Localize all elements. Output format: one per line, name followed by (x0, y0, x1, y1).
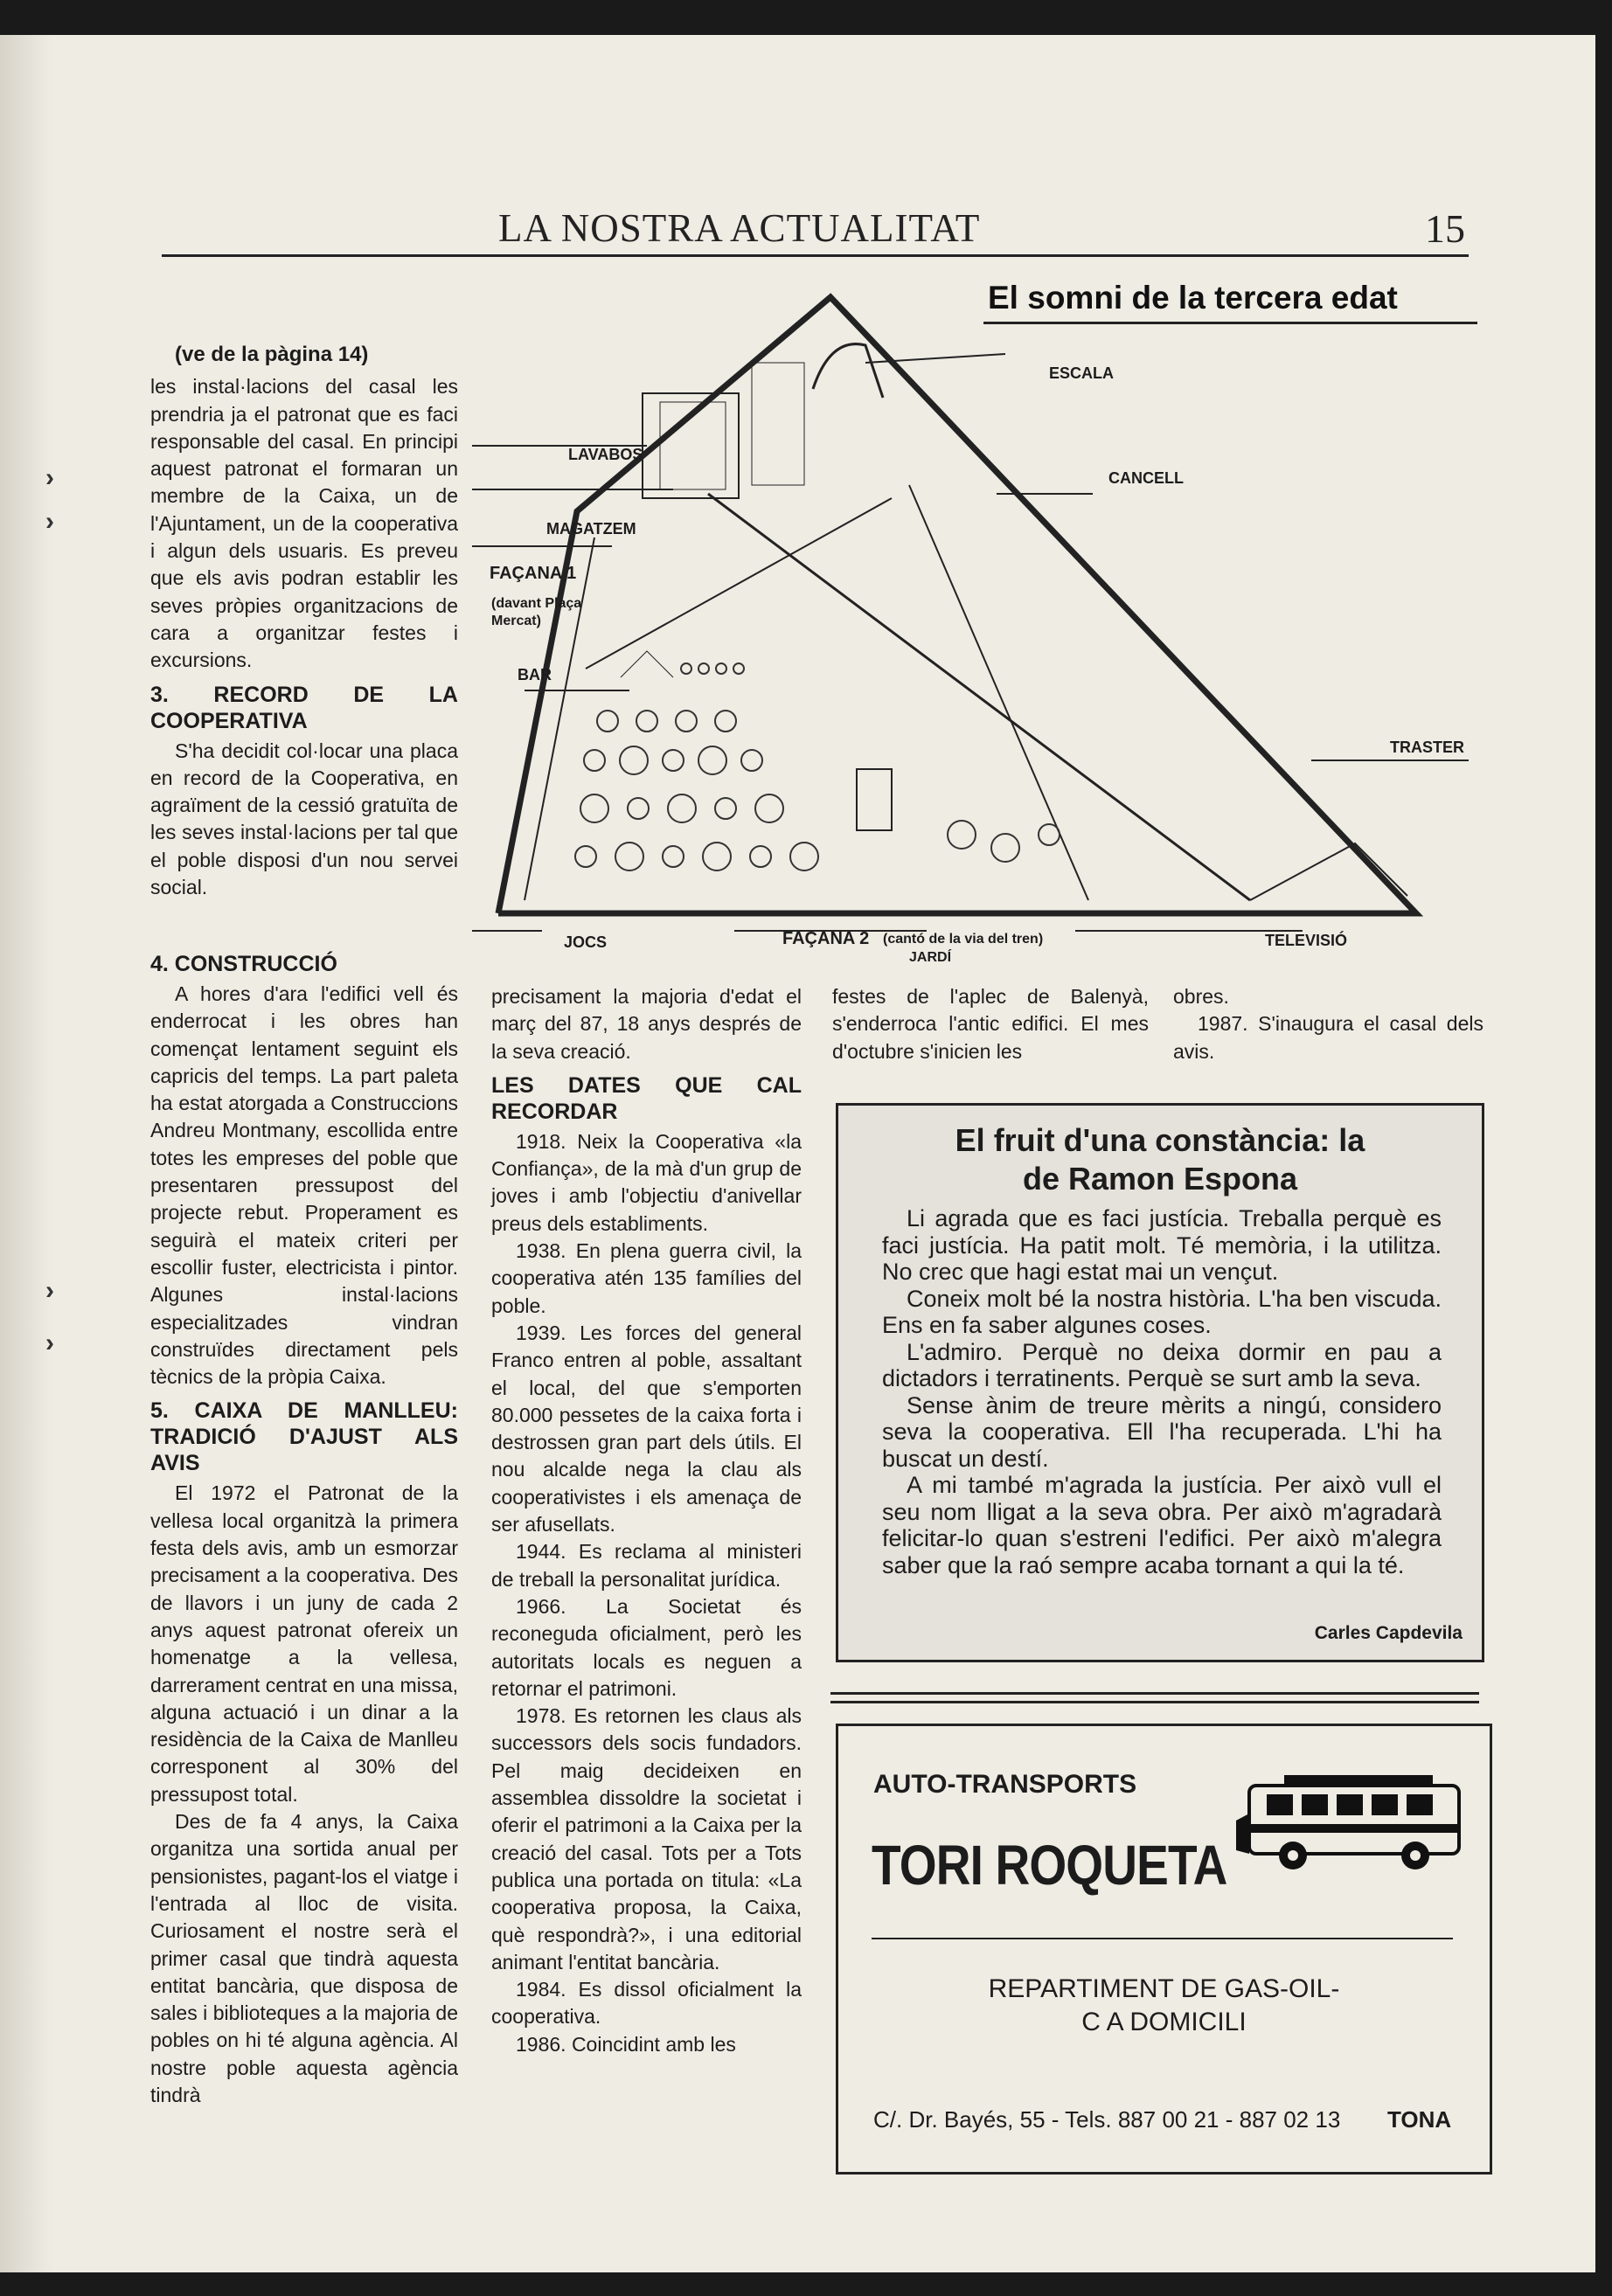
label-jocs: JOCS (564, 933, 608, 951)
article-column-1-lower (150, 944, 458, 2109)
floor-plan (472, 284, 1469, 966)
binding-mark: › (45, 507, 54, 536)
article-paragraph: Des de fa 4 anys, la Caixa organitza una sortida anual per pensionistes, pagant-los el viatge i l'entrada al lloc de visita. Curiosament el nostre serà el primer casal que tindrà aquesta entitat bancària, que disposa de sales i biblioteques a la majoria de pobles on hi té alguna agència. Al nostre poble aquesta agència tindrà (150, 1810, 458, 2106)
article-column-3 (832, 983, 1149, 1065)
header-rule (162, 254, 1469, 257)
section-heading: 4. CONSTRUCCIÓ (150, 952, 337, 976)
article-column-2 (491, 983, 802, 2058)
author-signature: Carles Capdevila (1314, 1623, 1463, 1643)
label-cancell: CANCELL (1108, 469, 1184, 487)
date-entry: 1978. Es retornen les claus als successors dels socis fundadors. Pel maig decideixen en assemblea dissoldre la societat i oferir el patrimoni a la Caixa per la creació del casal. Tots per a Tots publica una portada on titula: «La cooperativa proposa, la Caixa, què respondrà?», i una editorial animant l'entitat bancària. (491, 1704, 802, 1973)
sidebar-paragraph: L'admiro. Perquè no deixa dormir en pau a dictadors i terratinents. Perquè se surt amb la seva. (882, 1338, 1442, 1391)
label-televisio: TELEVISIÓ (1265, 932, 1348, 949)
sidebar-article-box (836, 1103, 1484, 1662)
article-paragraph: S'ha decidit col·locar una placa en record de la Cooperativa, en agraïment de la cessió gratuïta de les seves instal·lacions per tal que el poble disposi d'un nou servei social. (150, 739, 458, 899)
label-magatzem: MAGATZEM (546, 520, 636, 538)
page-number: 15 (1425, 206, 1465, 251)
date-entry: 1987. S'inaugura el casal dels avis. (1173, 1012, 1483, 1063)
sidebar-paragraph: Coneix molt bé la nostra història. L'ha ben viscuda. Ens en fa saber algunes coses. (882, 1285, 1442, 1338)
section-heading: 3. RECORD DE LA COOPERATIVA (150, 682, 458, 733)
advertisement (836, 1724, 1492, 2175)
binding-mark: › (45, 1276, 54, 1305)
label-facana2-note: (cantó de la via del tren) (883, 932, 1044, 947)
plan-title: El somni de la tercera edat (988, 280, 1398, 316)
date-entry: 1986. Coincidint amb les (516, 2032, 736, 2056)
continued-note: (ve de la pàgina 14) (175, 343, 369, 366)
section-title: LA NOSTRA ACTUALITAT (498, 206, 981, 250)
article-paragraph: les instal·lacions del casal les prendria ja el patronat que es faci responsable del casal. En principi aquest patronat el formaran un membre de la Caixa, un de l'Ajuntament, un de la cooperativa i algun dels usuaris. Es preveu que els avis podran establir les seves pròpies organitzacions de cara a organitzar festes i excursions. (150, 375, 458, 672)
sidebar-paragraph: Li agrada que es faci justícia. Treballa perquè es faci justícia. Ha patit molt. Té memòria, i la utilitza. No crec que hagi estat mai un vençut. (882, 1205, 1442, 1285)
article-paragraph: A hores d'ara l'edifici vell és enderrocat i les obres han començat lentament seguint els capricis del temps. La part paleta ha estat atorgada a Construccions Andreu Montmany, escollida entre totes les empreses del poble que presentaren pressupost del projecte rebut. Properament es seguirà el mateix criteri per escollir fuster, electricista i pintor. Algunes instal·lacions especialitzades vindran construïdes directament pels tècnics de la pròpia Caixa. (150, 982, 458, 1389)
label-bar: BAR (518, 666, 552, 683)
label-escala: ESCALA (1049, 364, 1115, 382)
article-paragraph: El 1972 el Patronat de la vellesa local organitzà la primera festa dels avis, amb un esmorzar precisament a la cooperativa. Des de llavors i un juny de cada 2 anys aquest patronat ofereix un homenatge a la vellesa, darrerament centrat en una missa, alguna actuació i un dinar a la residència de la Caixa de Manlleu corresponent al 30% del pressupost total. (150, 1481, 458, 1806)
page-fold-shadow (0, 35, 52, 2272)
ad-service-text: REPARTIMENT DE GAS-OIL-C A DOMICILI (988, 1974, 1340, 2036)
binding-mark: › (45, 1328, 54, 1357)
date-entry: 1938. En plena guerra civil, la cooperativa atén 135 famílies del poble. (491, 1239, 802, 1317)
article-paragraph: festes de l'aplec de Balenyà, s'enderroca l'antic edifici. El mes d'octubre s'inicien les (832, 985, 1149, 1063)
ad-address: C/. Dr. Bayés, 55 - Tels. 887 00 21 - 887 02 13 (873, 2106, 1341, 2133)
article-column-4 (1173, 983, 1483, 1065)
floor-plan-drawing (472, 284, 1469, 966)
date-entry: 1984. Es dissol oficialment la cooperativa. (491, 1978, 802, 2029)
ad-rule (872, 1938, 1453, 1939)
label-lavabos: LAVABOS (568, 446, 643, 463)
section-heading: 5. CAIXA DE MANLLEU: TRADICIÓ D'AJUST ALS AVIS (150, 1398, 458, 1476)
ad-town: TONA (1387, 2106, 1452, 2133)
label-facana1: FAÇANA 1 (490, 564, 577, 583)
magazine-page (0, 35, 1595, 2272)
sidebar-paragraph: A mi també m'agrada la justícia. Per això vull el seu nom lligat a la seva obra. Per això m'agradarà felicitar-lo quan s'estreni l'edifici. Per això m'alegra saber que la raó sempre acaba tornant a qui la té. (882, 1472, 1442, 1578)
ad-service (838, 1973, 1490, 2039)
ad-company-name: TORI ROQUETA (872, 1834, 1227, 1897)
article-paragraph: precisament la majoria d'edat el març del 87, 18 anys després de la seva creació. (491, 985, 802, 1063)
sidebar-text (882, 1205, 1442, 1578)
double-rule-divider (830, 1692, 1479, 1703)
label-traster: TRASTER (1390, 739, 1464, 756)
label-facana2: FAÇANA 2 (782, 929, 870, 948)
section-heading: LES DATES QUE CAL RECORDAR (491, 1072, 802, 1124)
date-entry: 1944. Es reclama al ministeri de treball la personalitat jurídica. (491, 1540, 802, 1591)
article-column-1 (150, 341, 458, 901)
label-facana1-note: (davant Plaça Mercat) (491, 596, 582, 628)
date-entry: 1939. Les forces del general Franco entren al poble, assaltant el local, del que s'emporten 80.000 pessetes de la caixa forta i destrossen gran part dels útils. El nou alcalde nega la clau als cooperativistes i els amenaça de ser afusellats. (491, 1321, 802, 1536)
binding-mark: › (45, 463, 54, 492)
label-jardi: JARDÍ (909, 950, 952, 965)
ad-line: AUTO-TRANSPORTS (873, 1770, 1137, 1799)
bus-icon (1232, 1770, 1468, 1875)
date-entry: 1918. Neix la Cooperativa «la Confiança», de la mà d'un grup de joves i amb l'objectiu d'anivellar preus dels establiments. (491, 1129, 802, 1235)
article-paragraph: obres. (1173, 985, 1229, 1008)
sidebar-paragraph: Sense ànim de treure mèrits a ningú, considero seva la cooperativa. Ell l'ha recuperada. L'hi ha buscat un destí. (882, 1391, 1442, 1472)
date-entry: 1966. La Societat és reconeguda oficialment, però les autoritats locals es neguen a retornar el patrimoni. (491, 1594, 802, 1700)
sidebar-title: El fruit d'una constància: la de Ramon Espona (955, 1122, 1365, 1197)
